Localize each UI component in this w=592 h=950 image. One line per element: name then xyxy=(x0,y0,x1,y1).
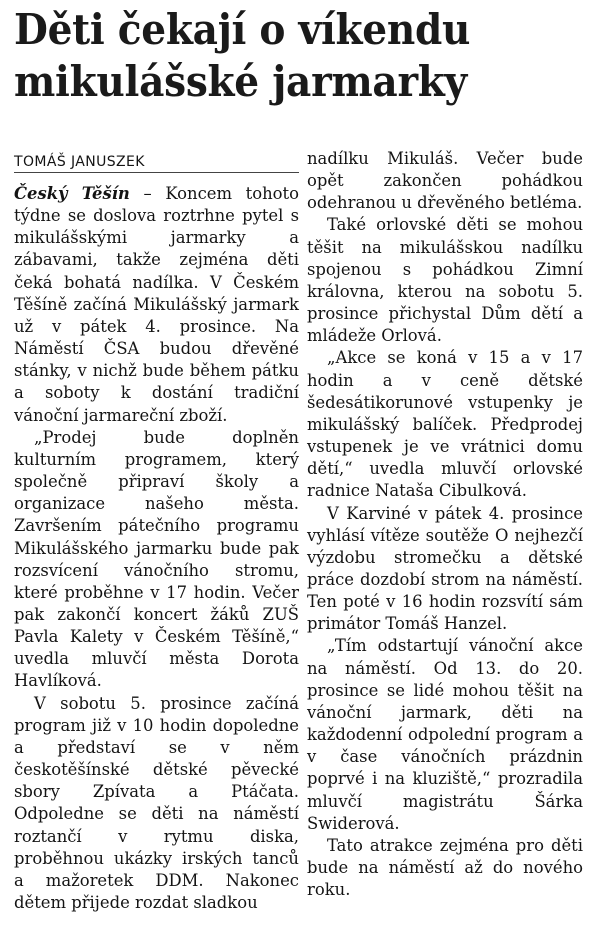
paragraph: V sobotu 5. prosince začíná program již v 10 hodin dopoledne a představí se v něm českotěšínské dětské pěvecké sbory Zpívata a Ptáčata. Odpoledne se děti na náměstí roztančí v rytmu diska, proběhnou ukázky irských tanců a mažoretek DDM. Nakonec dětem přijede rozdat sladkou xyxy=(14,693,299,912)
paragraph: „Tím odstartují vánoční akce na náměstí. Od 13. do 20. prosince se lidé mohou těšit na vánoční jarmark, děti na každodenní odpolední program a v čase vánočních prázdnin poprvé i na kluziště,“ prozradila mluvčí magistrátu Šárka Swiderová. xyxy=(307,636,583,833)
byline: TOMÁŠ JANUSZEK xyxy=(14,152,299,173)
right-column xyxy=(307,148,583,901)
left-column xyxy=(14,152,299,914)
paragraph xyxy=(14,183,299,427)
paragraph: Tato atrakce zejména pro děti bude na náměstí až do nového roku. xyxy=(307,835,583,900)
paragraph: nadílku Mikuláš. Večer bude opět zakončen pohádkou odehranou u dřevěného betléma. xyxy=(307,149,583,213)
paragraph: Také orlovské děti se mohou těšit na mikulášskou nadílku spojenou s pohádkou Zimní královna, kterou na sobotu 5. prosince přichystal Dům dětí a mládeže Orlová. xyxy=(307,215,583,346)
paragraph-text: – Koncem tohoto týdne se doslova roztrhne pytel s mikulášskými jarmarky a zábavami, takže zejména děti čeká bohatá nadílka. V Českém Těšíně začíná Mikulášský jarmark už v pátek 4. prosince. Na Náměstí ČSA budou dřevěné stánky, v nichž bude během pátku a soboty k dostání tradiční vánoční jarmareční zboží. xyxy=(14,184,299,425)
headline: Děti čekají o víkendu mikulášské jarmarky xyxy=(14,5,471,106)
paragraph: V Karviné v pátek 4. prosince vyhlásí vítěze soutěže O nejhezčí výzdobu stromečku a dětské práce dozdobí strom na náměstí. Ten poté v 16 hodin rozsvítí sám primátor Tomáš Hanzel. xyxy=(307,503,583,634)
dateline: Český Těšín xyxy=(14,184,130,203)
paragraph: „Prodej bude doplněn kulturním programem, který společně připraví školy a organizace našeho města. Završením pátečního programu Mikulášského jarmarku bude pak rozsvícení vánočního stromu, které proběhne v 17 hodin. Večer pak zakončí koncert žáků ZUŠ Pavla Kalety v Českém Těšíně,“ uvedla mluvčí města Dorota Havlíková. xyxy=(14,427,299,691)
paragraph: „Akce se koná v 15 a v 17 hodin a v ceně dětské šedesátikorunové vstupenky je mikulášský balíček. Předprodej vstupenek je ve vrátnici domu dětí,“ uvedla mluvčí orlovské radnice Nataša Cibulková. xyxy=(307,348,583,501)
